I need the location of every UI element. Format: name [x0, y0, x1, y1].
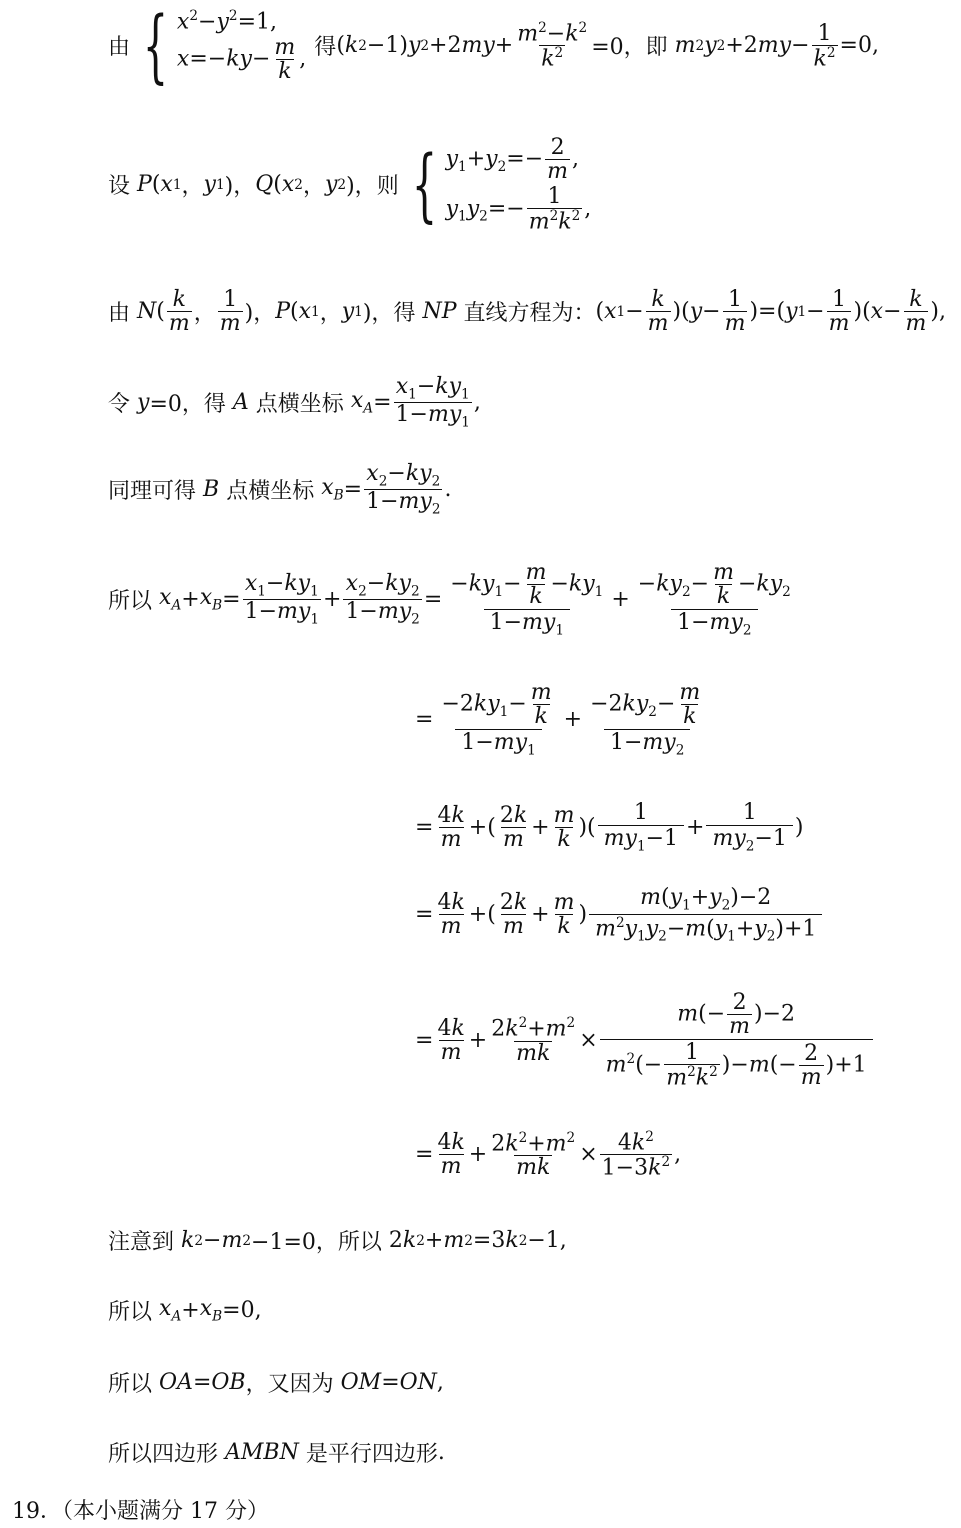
line-sum-step1: 所以 $x_A$ + $x_B$ = $\frac{x_1-ky_1}{1-my_1}$ + $\frac{x_2-ky_2}{1-my_2}$ = $-ky_1-$ $\frac{m}{k}$ $-ky_1$ $1-my_1$ + $-ky_2-$ $\frac{m}{k}$ $-ky_2$ $1-my_2$: [108, 560, 791, 639]
line-sum-step4: = $\frac{4k}{m}$ +( $\frac{2k}{m}$ + $\frac{m}{k}$ ) $\frac{m(y_1+y_2)-2}{m^2y_1y_2-m(y_1+y_2)+1}$: [415, 885, 824, 945]
line-xa: 令 y =0， 得 A 点横坐标 $x_A$ = $\frac{x_1-ky_1}{1-my_1}$ ,: [108, 374, 481, 431]
line-sum-step5: = $\frac{4k}{m}$ + $\frac{2k^2+m^2}{mk}$ × m(− $\frac{2}{m}$ )−2 $m^2(-$ $\frac{1}{m^2k^2}$ )−m(− $\frac{2}{m}$ )+1: [415, 990, 875, 1091]
line-oa-ob: 所以 OA = OB ， 又因为 OM = ON ,: [108, 1370, 444, 1397]
left-brace: {: [142, 0, 169, 92]
equation-system: { $y_1+y_2=-$ $\frac{2}{m}$ , $y_1y_2=-$ $\frac{1}{m^2k^2}$ ,: [411, 135, 592, 235]
line-sum-zero: 所以 $x_A$ + $x_B$ =0,: [108, 1296, 262, 1325]
line-system-2: 设 P ( x 1 ， y 1 )， Q ( x 2 ， y 2 )， 则 { $y_1+y_2=-$ $\frac{2}{m}$ , $y_1y_2=-$ $\frac{1}{m^2k^2}$ ,: [108, 135, 592, 235]
line-sum-step2: = $-2ky_1-$ $\frac{m}{k}$ $1-my_1$ + $-2ky_2-$ $\frac{m}{k}$ $1-my_2$: [415, 680, 701, 759]
question-19-header: 19．（本小题满分 17 分）: [12, 1499, 269, 1524]
equation-system: { $x^2-y^2=1$, x=−ky− $\frac{m}{k}$ ,: [142, 0, 307, 92]
line-sum-step6: = $\frac{4k}{m}$ + $\frac{2k^2+m^2}{mk}$ × $\frac{4k^2}{1-3k^2}$ ,: [415, 1129, 682, 1181]
line-system-1: 由 { $x^2-y^2=1$, x=−ky− $\frac{m}{k}$ , 得 ( k 2 −1) y 2 +2 my + $\frac{m^2-k^2}{k^2}$ =0， 即 m 2 y 2 +2 my − $\frac{1}{k^2}$ =0,: [108, 0, 879, 92]
line-sum-step3: = $\frac{4k}{m}$ +( $\frac{2k}{m}$ + $\frac{m}{k}$ )( $\frac{1}{my_1-1}$ + $\frac{1}{my_2-1}$ ): [415, 800, 804, 855]
line-conclusion: 所以四边形 AMBN 是平行四边形 .: [108, 1440, 445, 1467]
line-note: 注意到 k 2 − m 2 −1=0， 所以 2 k 2 + m 2 =3 k 2 −1,: [108, 1228, 567, 1255]
left-brace: {: [411, 137, 437, 231]
line-np-equation: 由 N ( $\frac{k}{m}$ ， $\frac{1}{m}$ )， P ( x 1 ， y 1 )， 得 NP 直线方程为： ( x 1 − $\frac{k}{m}$ )( y − $\frac{1}{m}$ )=( y 1 − $\frac{1}{m}$ )( x − $\frac{k}{m}$ ),: [108, 287, 946, 337]
line-xb: 同理可得 B 点横坐标 $x_B$ = $\frac{x_2-ky_2}{1-my_2}$ .: [108, 461, 452, 518]
